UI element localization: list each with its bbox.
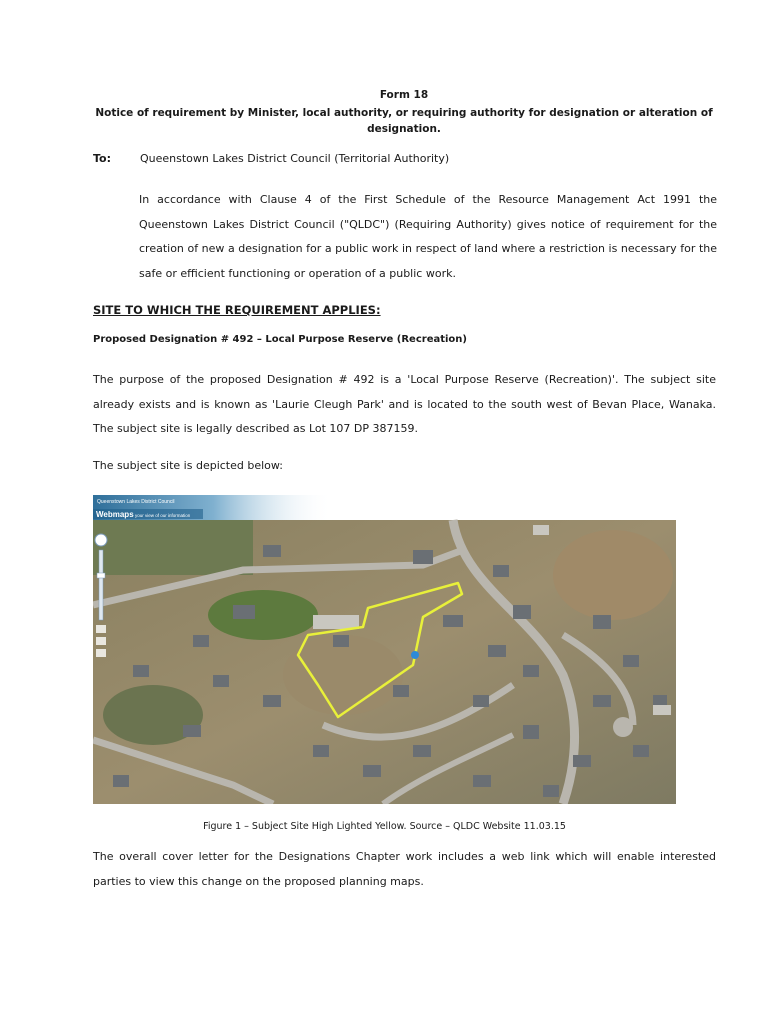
aerial-map-image	[93, 495, 676, 804]
map-header-org: Queenstown Lakes District Council	[97, 499, 175, 505]
form-subtitle: Notice of requirement by Minister, local authority, or requiring authority for designation or alteration of designation.	[95, 107, 713, 135]
intro-paragraph: In accordance with Clause 4 of the First Schedule of the Resource Management Act 1991 the Queenstown Lakes District Council ("QLDC") (Requiring Authority) gives notice of requirement for the creation of new a designation for a public work in respect of land where a restriction is necessary for the safe or efficient functioning or operation of a public work.	[139, 193, 717, 280]
depicted-text: The subject site is depicted below:	[93, 459, 284, 472]
to-value: Queenstown Lakes District Council (Territorial Authority)	[140, 152, 450, 165]
designation-heading: Proposed Designation # 492 – Local Purpose Reserve (Recreation)	[93, 334, 467, 345]
to-label: To:	[93, 152, 111, 165]
map-header-app: Webmaps	[96, 510, 134, 519]
map-header-tagline: your view of our information	[135, 513, 191, 518]
purpose-paragraph: The purpose of the proposed Designation # 492 is a 'Local Purpose Reserve (Recreation)'. The subject site already exists and is known as 'Laurie Cleugh Park' and is located to the south west of Bevan Place, Wanaka. The subject site is legally described as Lot 107 DP 387159.	[93, 373, 716, 435]
form-title: Form 18	[379, 89, 429, 101]
closing-paragraph: The overall cover letter for the Designations Chapter work includes a web link which will enable interested parties to view this change on the proposed planning maps.	[93, 850, 716, 888]
figure-caption: Figure 1 – Subject Site High Lighted Yellow. Source – QLDC Website 11.03.15	[203, 821, 566, 832]
site-heading: SITE TO WHICH THE REQUIREMENT APPLIES:	[93, 303, 381, 317]
